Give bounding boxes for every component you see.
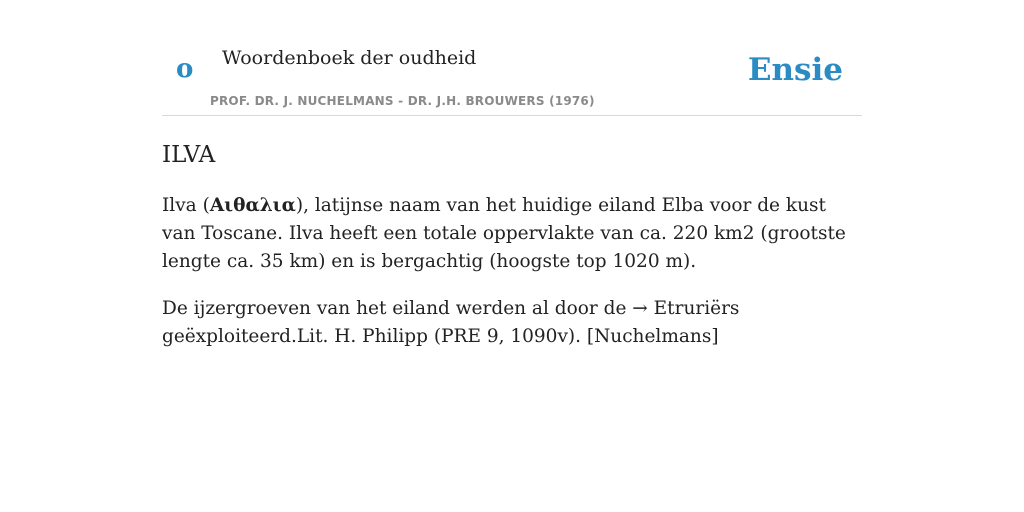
page-header <box>162 0 862 116</box>
paragraph-2-text: geëxploiteerd.Lit. H. Philipp (PRE 9, 1090v). [Nuchelmans] <box>162 326 719 347</box>
dictionary-logo[interactable]: o <box>176 54 194 84</box>
ensie-brand-logo[interactable]: Ensie <box>747 52 843 88</box>
paragraph-1-intro: Ilva ( <box>162 195 210 216</box>
paragraph-1-text: ), latijnse naam van het huidige eiland Elba voor de kust van Toscane. Ilva heeft een totale oppervlakte van ca. 220 km2 (grootste lengte ca. 35 km) en is bergachtig (hoogste top 1020 m). <box>162 195 846 272</box>
cross-reference-link[interactable]: → Etruriërs <box>632 298 740 319</box>
greek-name: Αιθαλια <box>209 195 296 216</box>
entry-title: ILVA <box>162 142 216 168</box>
entry-paragraph-1 <box>162 192 862 276</box>
dictionary-authors: PROF. DR. J. NUCHELMANS - DR. J.H. BROUWERS (1976) <box>210 94 595 108</box>
entry-paragraph-2 <box>162 295 862 351</box>
page-container <box>162 0 862 347</box>
entry-body <box>162 192 862 370</box>
paragraph-2-intro: De ijzergroeven van het eiland werden al door de <box>162 298 633 319</box>
dictionary-title[interactable]: Woordenboek der oudheid <box>222 47 477 69</box>
